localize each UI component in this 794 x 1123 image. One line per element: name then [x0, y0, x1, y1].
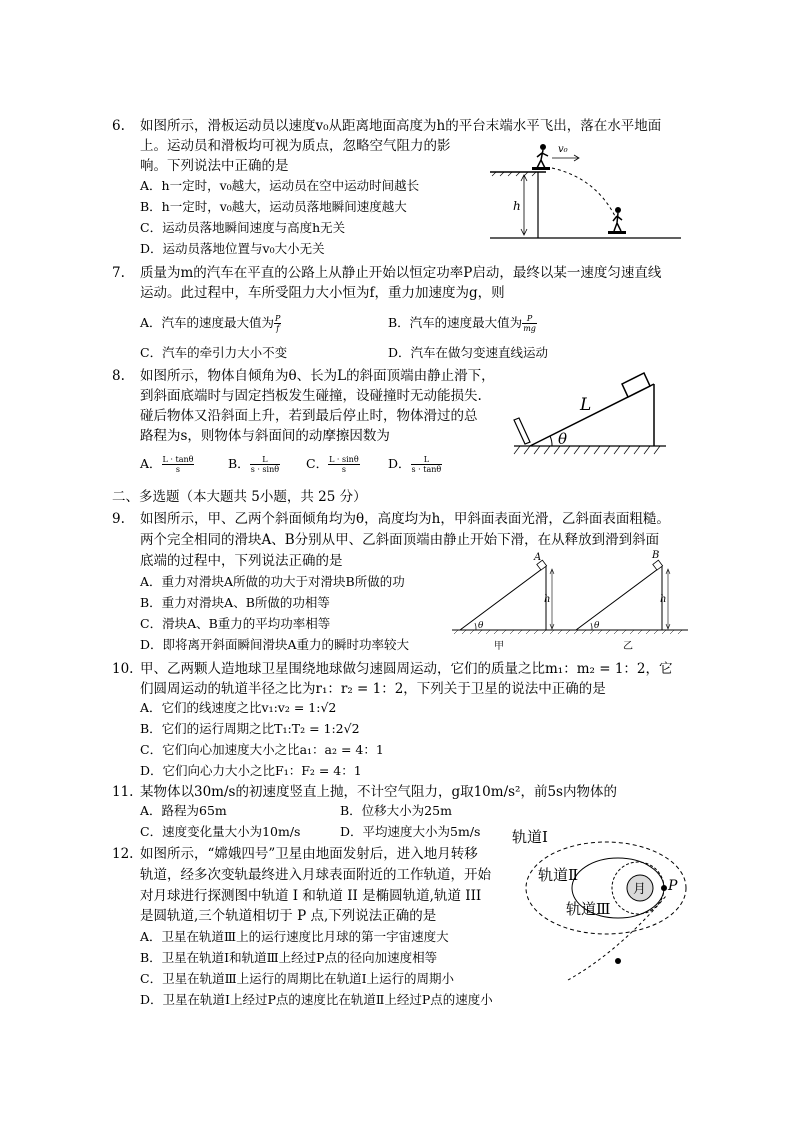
incline-figure — [508, 362, 668, 462]
question-stem-line: 们圆周运动的轨道半径之比为r₁：r₂ = 1：2，下列关于卫星的说法中正确的是 — [140, 681, 606, 697]
option-c: C．汽车的牵引力大小不变 — [140, 345, 288, 360]
option-a: A．h一定时，v₀越大，运动员在空中运动时间越长 — [140, 178, 420, 193]
question-number: 10. — [112, 661, 134, 677]
block-a-label: A — [534, 552, 542, 563]
height-label: h — [544, 594, 551, 605]
option-b: B． $\frac{L}{s \cdot \sin\theta}$ — [228, 455, 280, 474]
option-a: A．路程为65m — [140, 803, 227, 818]
question-number: 12. — [112, 846, 134, 862]
question-stem-line: 质量为m的汽车在平直的公路上从静止开始以恒定功率P启动，最终以某一速度匀速直线 — [140, 265, 662, 281]
question-number: 9. — [112, 511, 125, 527]
option-d: D．卫星在轨道Ⅰ上经过P点的速度比在轨道Ⅱ上经过P点的速度小 — [140, 992, 493, 1007]
option-b: B．重力对滑块A、B所做的功相等 — [140, 595, 330, 610]
question-stem-line: 运动。此过程中，车所受阻力大小恒为f，重力加速度为g，则 — [140, 285, 505, 301]
option-c: C．它们向心加速度大小之比a₁：a₂ = 4：1 — [140, 742, 384, 757]
option-d: D．汽车在做匀变速直线运动 — [388, 345, 549, 360]
question-stem-line: 如图所示，物体自倾角为θ、长为L的斜面顶端由静止滑下， — [140, 368, 495, 384]
question-stem-line: 是圆轨道,三个轨道相切于 P 点,下列说法正确的是 — [140, 908, 437, 924]
option-a: A．重力对滑块A所做的功大于对滑块B所做的功 — [140, 574, 405, 589]
question-stem-line: 路程为s，则物体与斜面间的动摩擦因数为 — [140, 428, 390, 444]
caption-yi: 乙 — [623, 641, 633, 652]
velocity-label: v₀ — [558, 144, 568, 155]
question-stem-line: 底端的过程中，下列说法正确的是 — [140, 553, 343, 569]
section-heading: 二、多选题（本大题共 5小题，共 25 分） — [112, 489, 367, 505]
question-stem-line: 如图所示，“嫦娥四号”卫星由地面发射后，进入地月转移 — [140, 846, 478, 862]
point-p-label: P — [668, 878, 678, 894]
moon-label: 月 — [633, 882, 647, 897]
question-number: 11. — [112, 784, 134, 800]
option-d: D．即将离开斜面瞬间滑块A重力的瞬时功率较大 — [140, 637, 410, 652]
question-stem-line: 响。下列说法中正确的是 — [140, 158, 289, 174]
option-d: D．平均速度大小为5m/s — [340, 824, 481, 839]
height-label: h — [660, 594, 667, 605]
block-b-label: B — [652, 550, 660, 561]
orbit-figure — [508, 822, 688, 992]
option-c: C．运动员落地瞬间速度与高度h无关 — [140, 220, 346, 235]
option-b: B．位移大小为25m — [340, 803, 452, 818]
skateboard-figure — [486, 138, 686, 242]
option-b: B．汽车的速度最大值为 $\frac{P}{mg}$ — [388, 314, 536, 333]
question-stem-line: 某物体以30m/s的初速度竖直上抛，不计空气阻力，g取10m/s²，前5s内物体的 — [140, 784, 617, 800]
question-stem-line: 如图所示，滑板运动员以速度v₀从距离地面高度为h的平台末端水平飞出，落在水平地面 — [140, 118, 662, 134]
height-label: h — [513, 199, 521, 213]
caption-jia: 甲 — [494, 641, 504, 652]
question-stem-line: 甲、乙两颗人造地球卫星围绕地球做匀速圆周运动，它们的质量之比m₁：m₂ = 1：2，它 — [140, 661, 673, 677]
option-a: A． $\frac{L \cdot \tan\theta}{s}$ — [140, 455, 194, 474]
option-b: B．它们的运行周期之比T₁:T₂ = 1:2√2 — [140, 721, 360, 736]
option-c: C． $\frac{L \cdot \sin\theta}{s}$ — [306, 455, 359, 474]
question-stem-line: 上。运动员和滑板均可视为质点，忽略空气阻力的影 — [140, 138, 451, 154]
option-a: A．它们的线速度之比v₁:v₂ = 1:√2 — [140, 700, 337, 715]
question-stem-line: 到斜面底端时与固定挡板发生碰撞，设碰撞时无动能损失. — [140, 388, 482, 404]
option-b: B．卫星在轨道Ⅰ和轨道Ⅲ上经过P点的径向加速度相等 — [140, 950, 438, 965]
angle-label: θ — [478, 621, 484, 631]
length-label: L — [580, 395, 592, 415]
angle-label: θ — [594, 621, 600, 631]
option-c: C．速度变化量大小为10m/s — [140, 824, 301, 839]
orbit-1-label: 轨道Ⅰ — [512, 828, 548, 846]
option-b: B．h一定时，v₀越大，运动员落地瞬间速度越大 — [140, 199, 407, 214]
option-c: C．滑块A、B重力的平均功率相等 — [140, 616, 331, 631]
option-a: A．汽车的速度最大值为 $\frac{P}{f}$ — [140, 314, 281, 333]
orbit-3-label: 轨道Ⅲ — [566, 900, 611, 918]
option-d: D． $\frac{L}{s \cdot \tan\theta}$ — [388, 455, 442, 474]
orbit-2-label: 轨道Ⅱ — [538, 866, 579, 884]
question-stem-line: 碰后物体又沿斜面上升，若到最后停止时，物体滑过的总 — [140, 408, 478, 424]
question-number: 7. — [112, 265, 125, 281]
question-number: 8. — [112, 368, 125, 384]
question-stem-line: 两个完全相同的滑块A、B分别从甲、乙斜面顶端由静止开始下滑，在从释放到滑到斜面 — [140, 532, 660, 548]
option-d: D．运动员落地位置与v₀大小无关 — [140, 241, 325, 256]
two-inclines-figure — [448, 548, 693, 654]
question-stem-line: 对月球进行探测图中轨道 I 和轨道 II 是椭圆轨道,轨道 III — [140, 888, 482, 904]
question-number: 6. — [112, 118, 125, 134]
question-stem-line: 如图所示，甲、乙两个斜面倾角均为θ，高度均为h，甲斜面表面光滑，乙斜面表面粗糙。 — [140, 511, 670, 527]
question-stem-line: 轨道，经多次变轨最终进入月球表面附近的工作轨道，开始 — [140, 867, 491, 883]
option-c: C．卫星在轨道Ⅲ上运行的周期比在轨道Ⅰ上运行的周期小 — [140, 971, 455, 986]
option-d: D．它们向心力大小之比F₁：F₂ = 4：1 — [140, 763, 362, 778]
option-a: A．卫星在轨道Ⅲ上的运行速度比月球的第一宇宙速度大 — [140, 929, 449, 944]
angle-label: θ — [558, 430, 568, 448]
